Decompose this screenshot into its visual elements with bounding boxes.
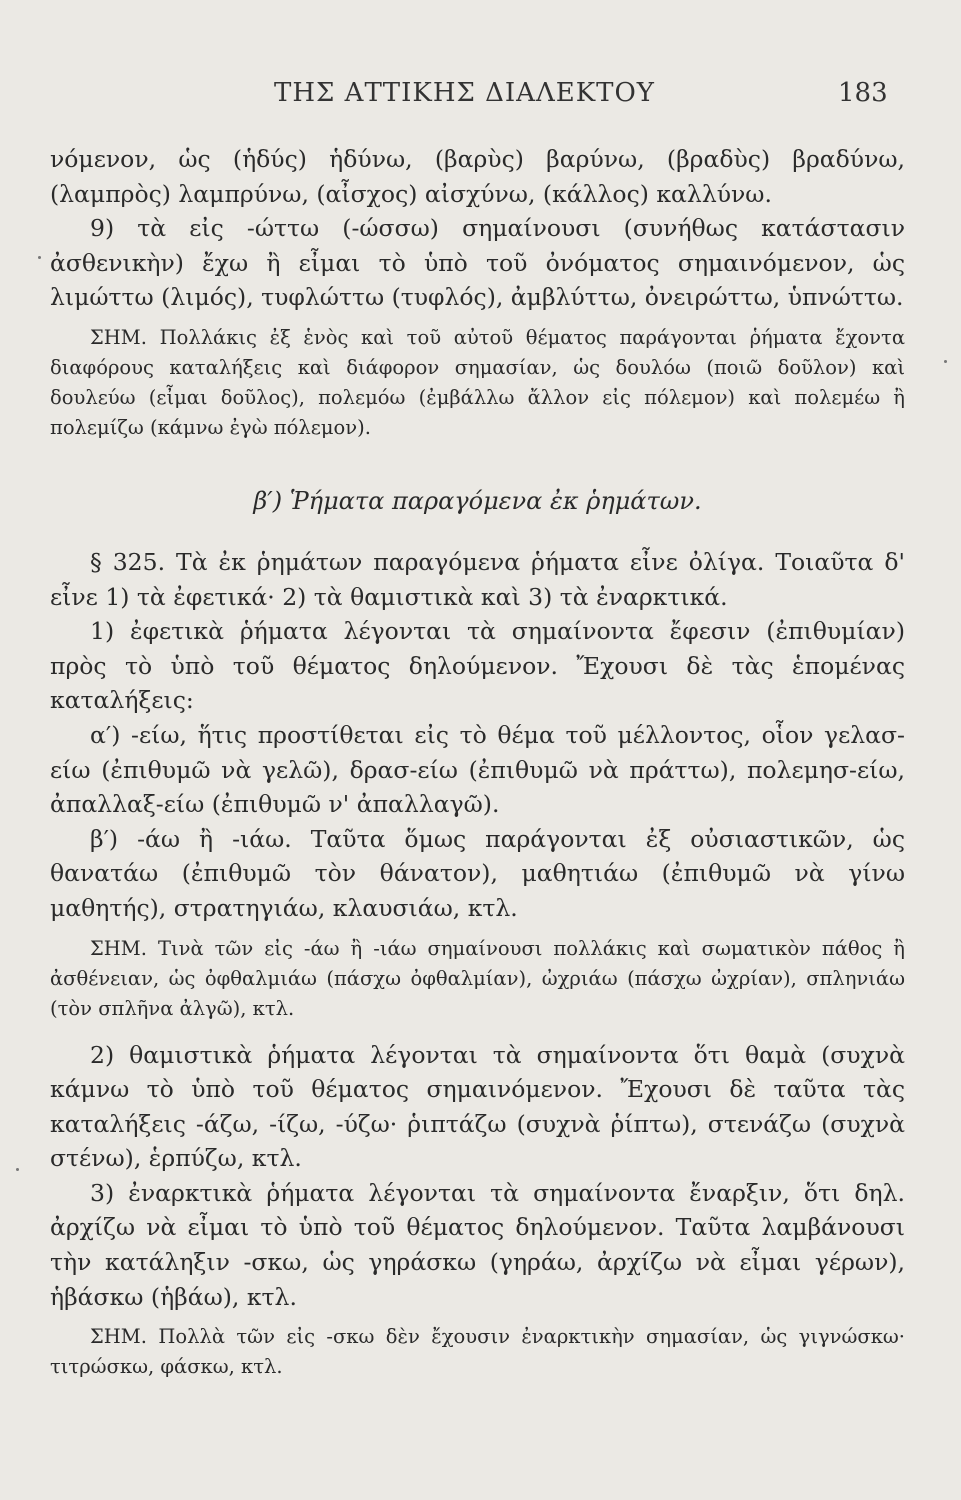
margin-speck — [38, 256, 41, 259]
paragraph-continuation: νόμενον, ὡς (ἡδύς) ἡδύνω, (βαρὺς) βαρύνω, (βραδὺς) βραδύνω, (λαμπρὸς) λαμπρύνω, (αἶσχος) αἰσχύνω, (κάλλος) καλλύνω. — [50, 145, 905, 208]
paragraph-item-9: 9) τὰ εἰς -ώττω (-ώσσω) σημαίνουσι (συνήθως κατάστασιν ἀσθενικὴν) ἔχω ἢ εἶμαι τὸ ὑπὸ τοῦ ὀνόματος σημαινόμενον, ὡς λιμώττω (λιμός), τυφλώττω (τυφλός), ἀμβλύττω, ὀνειρώττω, ὑπνώττω. — [50, 214, 905, 312]
paragraph-thamistika: 2) θαμιστικὰ ῥήματα λέγονται τὰ σημαίνοντα ὅτι θαμὰ (συχνὰ κάμνω τὸ ὑπὸ τοῦ θέματος σημαινόμενον. Ἔχουσι δὲ ταῦτα τὰς καταλήξεις -άζω, -ίζω, -ύζω· ῥιπτάζω (συχνὰ ῥίπτω), στενάζω (συχνὰ στένω), ἑρπύζω, κτλ. — [50, 1040, 905, 1173]
margin-speck — [944, 360, 947, 363]
paragraph-beta: β′) -άω ἢ -ιάω. Ταῦτα ὅμως παράγονται ἐξ οὐσιαστικῶν, ὡς θανατάω (ἐπιθυμῶ τὸν θάνατον), μαθητιάω (ἐπιθυμῶ νὰ γίνω μαθητής), στρατηγιάω, κλαυσιάω, κτλ. — [50, 824, 905, 922]
running-title: ΤΗΣ ΑΤΤΙΚΗΣ ΔΙΑΛΕΚΤΟΥ — [274, 78, 655, 108]
paragraph-section-325: § 325. Τὰ ἐκ ῥημάτων παραγόμενα ῥήματα εἶνε ὀλίγα. Τοιαῦτα δ' εἶνε 1) τὰ ἐφετικά· 2) τὰ θαμιστικὰ καὶ 3) τὰ ἐναρκτικά. — [50, 547, 905, 611]
paragraph-enarktika: 3) ἐναρκτικὰ ῥήματα λέγονται τὰ σημαίνοντα ἔναρξιν, ὅτι δηλ. ἀρχίζω νὰ εἶμαι τὸ ὑπὸ τοῦ θέματος δηλούμενον. Ταῦτα λαμβάνουσι τὴν κατάληξιν -σκω, ὡς γηράσκω (γηράω, ἀρχίζω νὰ εἶμαι γέρων), ἡβάσκω (ἡβάω), κτλ. — [50, 1178, 905, 1311]
note-paragraph-3: ΣΗΜ. Πολλὰ τῶν εἰς -σκω δὲν ἔχουσιν ἐναρκτικὴν σημασίαν, ὡς γιγνώσκω· τιτρώσκω, φάσκω, κτλ. — [50, 1325, 905, 1379]
margin-speck — [16, 1168, 19, 1171]
paragraph-efetika: 1) ἐφετικὰ ῥήματα λέγονται τὰ σημαίνοντα ἔφεσιν (ἐπιθυμίαν) πρὸς τὸ ὑπὸ τοῦ θέματος δηλούμενον. Ἔχουσι δὲ τὰς ἑπομένας καταλήξεις: — [50, 617, 905, 715]
note-paragraph-1: ΣΗΜ. Πολλάκις ἐξ ἑνὸς καὶ τοῦ αὐτοῦ θέματος παράγονται ῥήματα ἔχοντα διαφόρους καταλήξεις καὶ διάφορον σημασίαν, ὡς δουλόω (ποιῶ δοῦλον) καὶ δουλεύω (εἶμαι δοῦλος), πολεμόω (ἐμβάλλω ἄλλον εἰς πόλεμον) καὶ πολεμέω ἢ πολεμίζω (κάμνω ἐγὼ πόλεμον). — [50, 325, 905, 439]
paragraph-alpha: α′) -είω, ἥτις προστίθεται εἰς τὸ θέμα τοῦ μέλλοντος, οἷον γελασ-είω (ἐπιθυμῶ νὰ γελῶ), δρασ-είω (ἐπιθυμῶ νὰ πράττω), πολεμησ-είω, ἀπαλλαξ-είω (ἐπιθυμῶ ν' ἀπαλλαγῶ). — [50, 720, 905, 819]
body-text — [50, 142, 905, 1382]
page-header — [0, 78, 961, 118]
section-heading: β′) Ῥήματα παραγόμενα ἐκ ῥημάτων. — [253, 486, 702, 515]
page-number: 183 — [838, 78, 888, 108]
note-paragraph-2: ΣΗΜ. Τινὰ τῶν εἰς -άω ἢ -ιάω σημαίνουσι πολλάκις καὶ σωματικὸν πάθος ἢ ἀσθένειαν, ὡς ὀφθαλμιάω (πάσχω ὀφθαλμίαν), ὠχριάω (πάσχω ὠχρίαν), σπληνιάω (τὸν σπλῆνα ἀλγῶ), κτλ. — [50, 936, 905, 1020]
